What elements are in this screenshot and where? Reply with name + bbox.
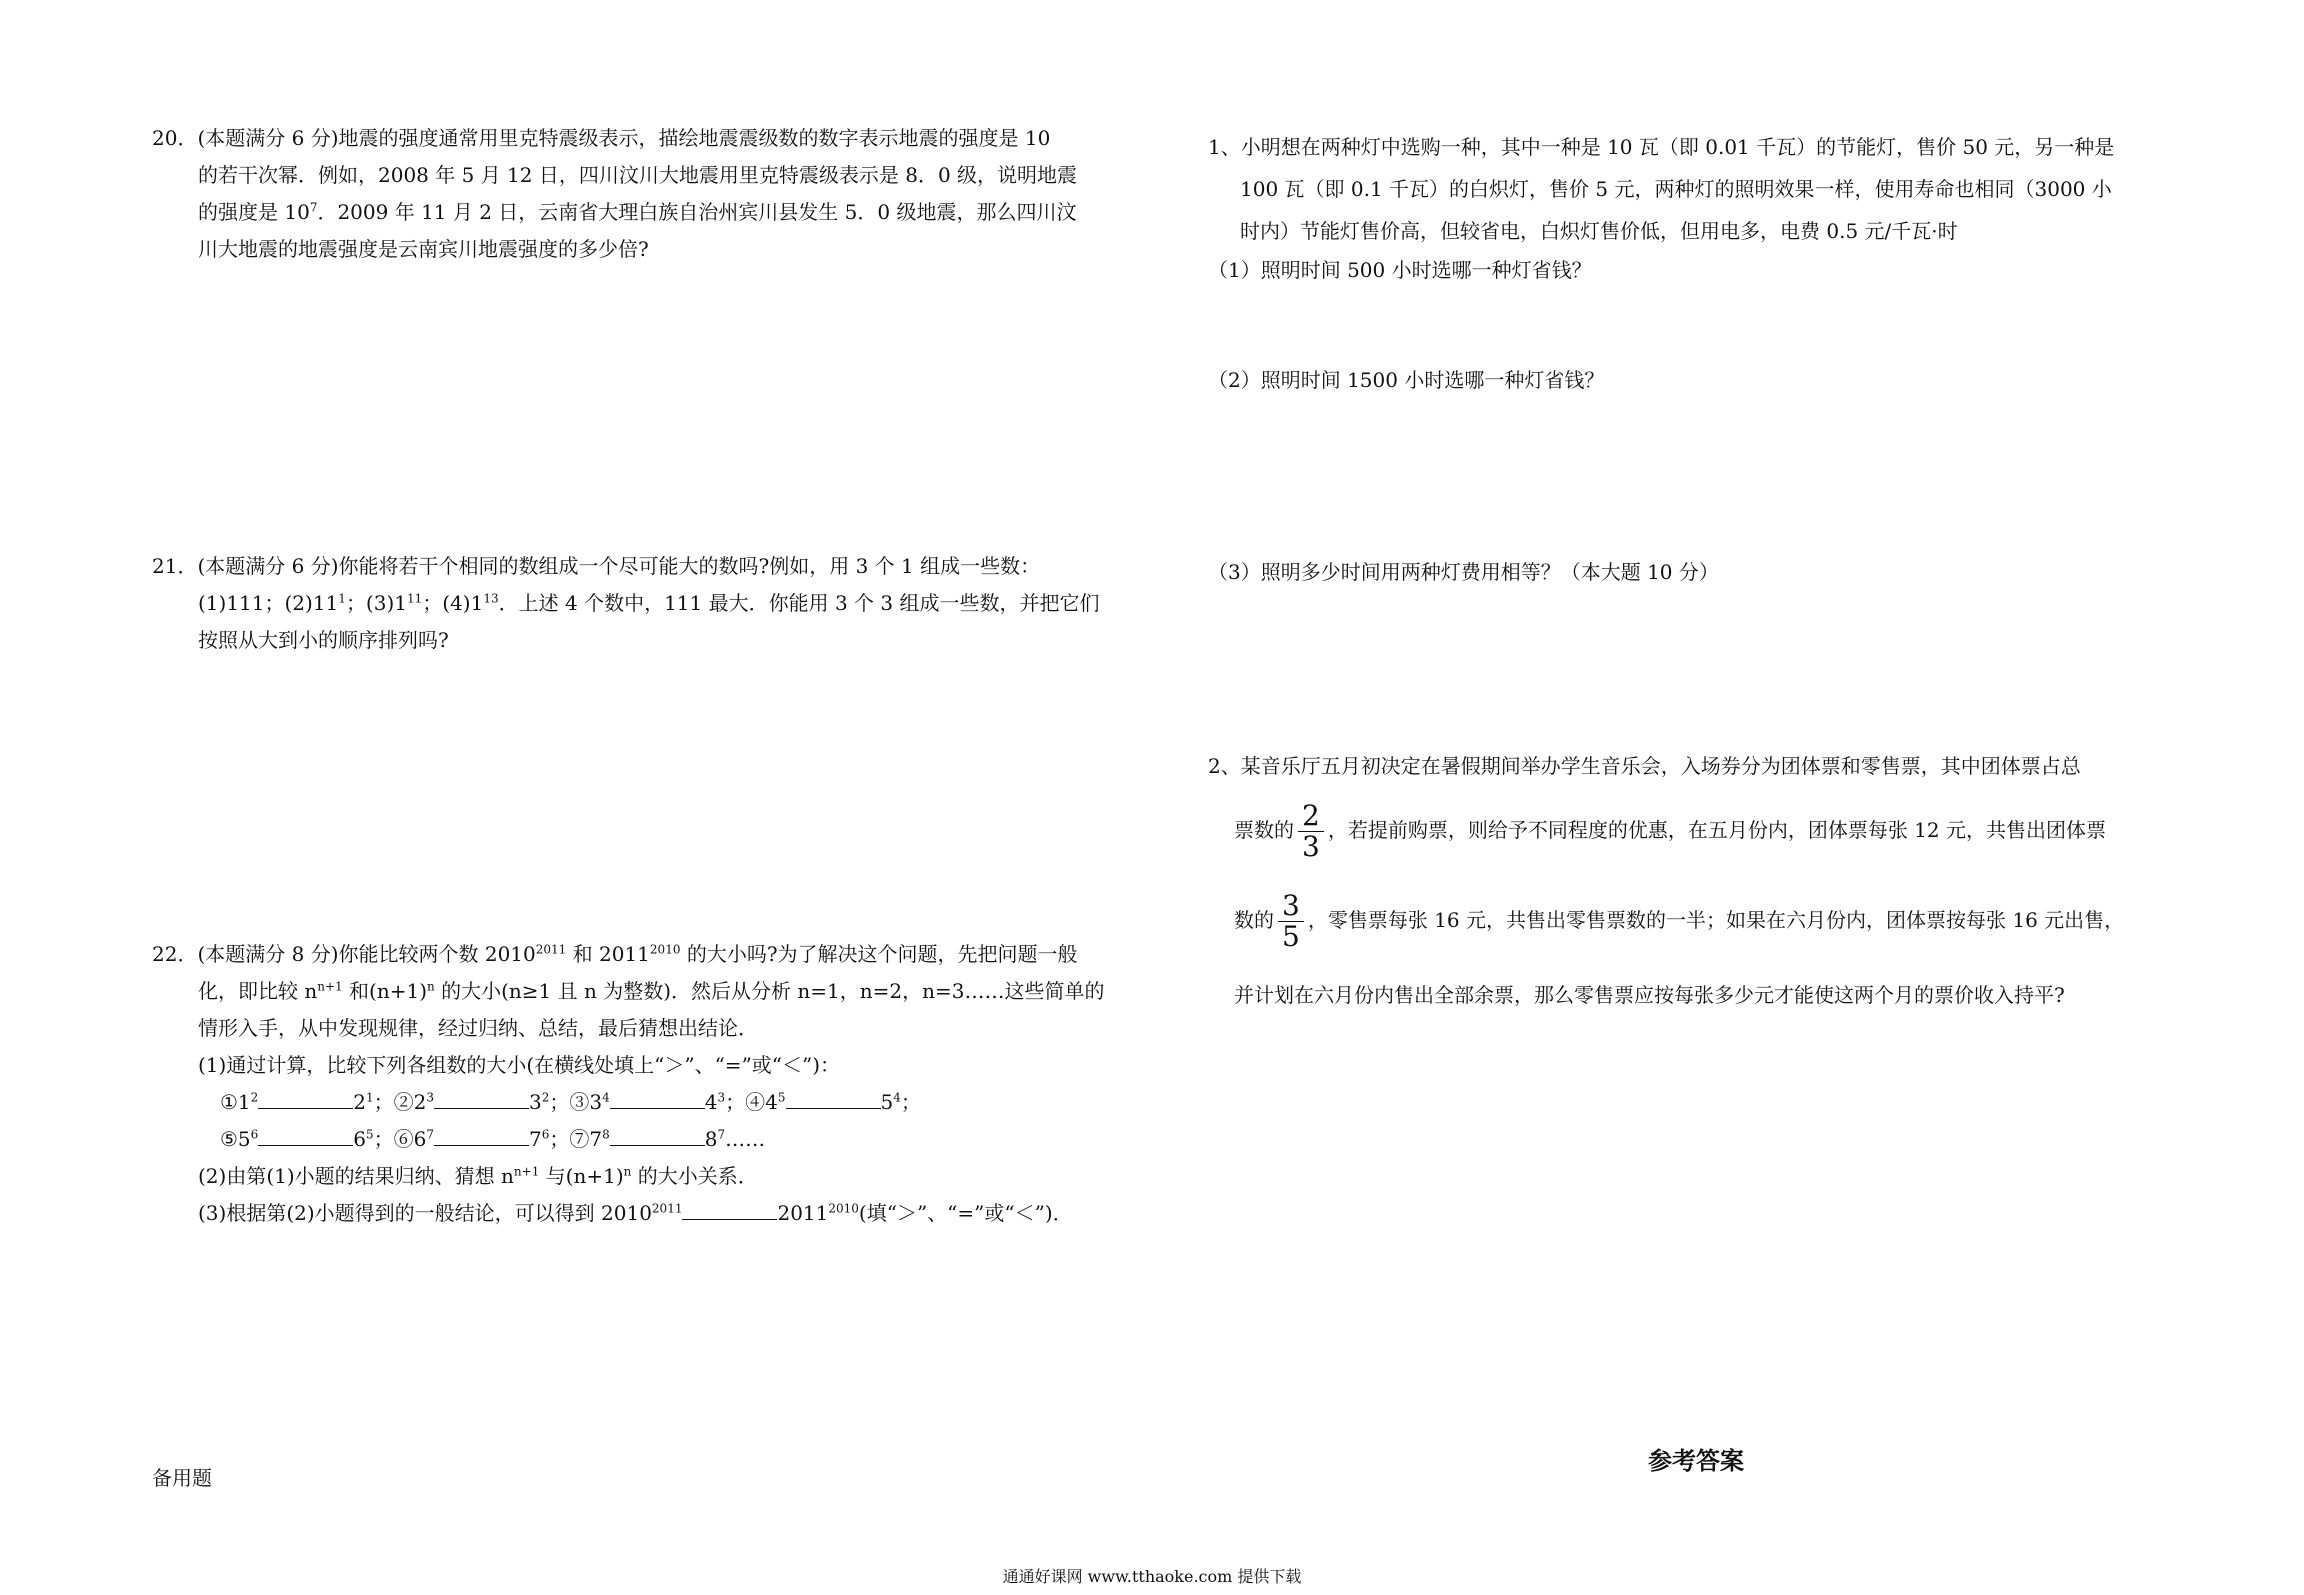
q20-line-4: 川大地震的地震强度是云南宾川地震强度的多少倍?: [198, 237, 649, 261]
q20-line-2: 的若干次幂．例如，2008 年 5 月 12 日，四川汶川大地震用里克特震级表示是 8．0 级，说明地震: [198, 163, 1078, 187]
answer-blank[interactable]: [434, 1090, 529, 1109]
q21-line-3: 按照从大到小的顺序排列吗?: [198, 628, 449, 652]
q22-line-2: 化，即比较 $n^{n+1}$ 和$(n+1)^n$ 的大小(n≥1 且 n 为整数)．然后从分析 n=1，n=2，n=3……这些简单的: [198, 979, 1105, 1003]
fraction-two-thirds: $\frac{2}{3}$: [1298, 801, 1324, 862]
answer-blank[interactable]: [610, 1127, 705, 1146]
q22-line-3: 情形入手，从中发现规律，经过归纳、总结，最后猜想出结论．: [198, 1016, 758, 1040]
q20-line-3: 的强度是 $10^7$．2009 年 11 月 2 日，云南省大理白族自治州宾川县发生 5．0 级地震，那么四川汶: [198, 200, 1077, 224]
answer-blank[interactable]: [786, 1090, 881, 1109]
q2-line-3: 数的 $\frac{3}{5}$ ，零售票每张 16 元，共售出零售票数的一半；如果在六月份内，团体票按每张 16 元出售，: [1234, 889, 2125, 953]
q20-line-1: 20．(本题满分 6 分)地震的强度通常用里克特震级表示，描绘地震震级数的数字表示地震的强度是 10: [152, 126, 1051, 150]
q1-line-2: 100 瓦（即 0.1 千瓦）的白炽灯，售价 5 元，两种灯的照明效果一样，使用寿命也相同（3000 小: [1240, 177, 2112, 201]
q1-sub-2: （2）照明时间 1500 小时选哪一种灯省钱？: [1208, 368, 1605, 392]
q22-sub-2: (2)由第(1)小题的结果归纳、猜想 $n^{n+1}$ 与$(n+1)^n$ 的大小关系．: [198, 1164, 758, 1188]
q22-sub-1: (1)通过计算，比较下列各组数的大小(在横线处填上“＞”、“=”或“＜”)：: [198, 1053, 841, 1077]
fraction-three-fifths: $\frac{3}{5}$: [1278, 891, 1304, 952]
question-2: [1208, 748, 2208, 1025]
q22-compare-row-1: $①1^2$ $2^1$；$②2^3$ $3^2$；$③3^4$ $4^3$；$④4^5$ $5^4$；: [220, 1090, 921, 1114]
q1-line-3: 时内）节能灯售价高，但较省电，白炽灯售价低，但用电多，电费 0.5 元/千瓦·时: [1240, 219, 1958, 243]
answer-blank[interactable]: [682, 1201, 777, 1220]
answer-blank[interactable]: [434, 1127, 529, 1146]
question-1: [1208, 126, 2208, 584]
answer-blank[interactable]: [610, 1090, 705, 1109]
q21-line-2: (1)111；$(2)11^1$；$(3)1^{11}$；$(4)1^{13}$．上述 4 个数中，111 最大．你能用 3 个 3 组成一些数，并把它们: [198, 591, 1100, 615]
q2-line-4: 并计划在六月份内售出全部余票，那么零售票应按每张多少元才能使这两个月的票价收入持平?: [1234, 983, 2065, 1007]
q1-sub-3: （3）照明多少时间用两种灯费用相等？（本大题 10 分）: [1208, 560, 1719, 584]
answer-blank[interactable]: [258, 1090, 353, 1109]
q22-sub-3: (3)根据第(2)小题得到的一般结论，可以得到 $2010^{2011}$ $2011^{2010}$(填“＞”、“=”或“＜”)．: [198, 1201, 1073, 1225]
q2-line-1: 2、某音乐厅五月初决定在暑假期间举办学生音乐会，入场券分为团体票和零售票，其中团体票占总: [1208, 754, 2081, 778]
spare-questions-label: 备用题: [152, 1466, 212, 1490]
q1-line-1: 1、小明想在两种灯中选购一种，其中一种是 10 瓦（即 0.01 千瓦）的节能灯，售价 50 元，另一种是: [1208, 135, 2115, 159]
question-21: [152, 548, 1132, 659]
question-20: [152, 120, 1132, 268]
q22-line-1: 22．(本题满分 8 分)你能比较两个数 $2010^{2011}$ 和 $2011^{2010}$ 的大小吗?为了解决这个问题，先把问题一般: [152, 942, 1078, 966]
q1-sub-1: （1）照明时间 500 小时选哪一种灯省钱？: [1208, 258, 1592, 282]
answer-blank[interactable]: [258, 1127, 353, 1146]
right-column: [1208, 126, 2208, 1475]
q22-compare-row-2: $⑤5^6$ $6^5$；$⑥6^7$ $7^6$；$⑦7^8$ $8^7\dots\dots$: [220, 1127, 766, 1151]
q2-line-2: 票数的 $\frac{2}{3}$ ，若提前购票，则给予不同程度的优惠，在五月份内，团体票每张 12 元，共售出团体票: [1234, 799, 2106, 863]
answer-key-title: 参考答案: [1648, 1446, 1744, 1475]
left-column: [152, 120, 1132, 1490]
q21-line-1: 21．(本题满分 6 分)你能将若干个相同的数组成一个尽可能大的数吗?例如，用 3 个 1 组成一些数：: [152, 554, 1041, 578]
footer: 通通好课网 www.tthaoke.com 提供下载: [1002, 1567, 1302, 1586]
question-22: [152, 936, 1132, 1232]
